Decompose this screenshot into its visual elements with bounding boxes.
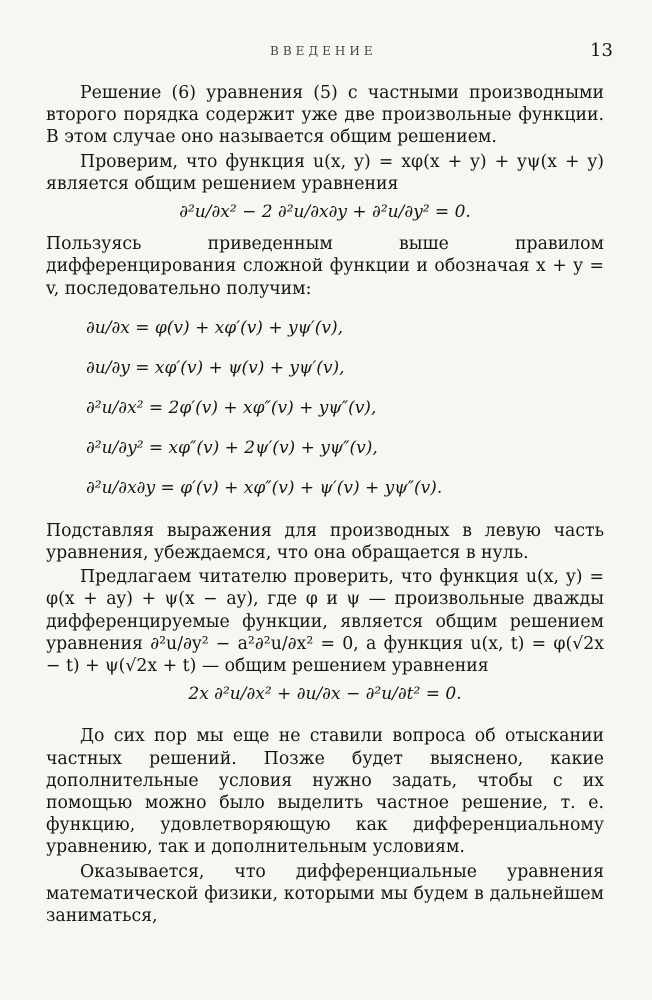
paragraph-differentiation: Пользуясь приведенным выше правилом дифференцирования сложной функции и обозначая x + y = v, последовательно получим: — [46, 234, 604, 299]
derivative-du-dy: ∂u/∂y = xφ′(v) + ψ(v) + yψ′(v), — [86, 357, 345, 378]
body-text — [46, 82, 604, 927]
derivative-du-dx: ∂u/∂x = φ(v) + xφ′(v) + yψ′(v), — [86, 317, 344, 338]
derivative-d2u-dx2: ∂²u/∂x² = 2φ′(v) + xφ″(v) + yψ″(v), — [86, 397, 377, 418]
running-head: ВВЕДЕНИЕ — [270, 44, 377, 58]
paragraph-math-physics: Оказывается, что дифференциальные уравнения математической физики, которыми мы будем в дальнейшем заниматься, — [46, 861, 604, 927]
paragraph-general-solution: Решение (6) уравнения (5) с частными производными второго порядка содержит уже две произвольные функции. В этом случае оно называется общим решением. — [46, 83, 604, 148]
derivative-d2u-dxdy: ∂²u/∂x∂y = φ′(v) + xφ″(v) + ψ′(v) + yψ″(v). — [86, 477, 443, 498]
paragraph-exercise: Предлагаем читателю проверить, что функция u(x, y) = φ(x + ay) + ψ(x − ay), где φ и ψ — произвольные дважды дифференцируемые функции, является общим решением уравнения ∂²u/∂y² − a²∂²u/∂x² = 0, а функция u(x, t) = φ(√2x − t) + ψ(√2x + t) — общим решением уравнения — [46, 567, 604, 677]
spacer — [46, 715, 604, 725]
derivative-d2u-dy2: ∂²u/∂y² = xφ″(v) + 2ψ′(v) + yψ″(v), — [86, 437, 378, 458]
page-number: 13 — [590, 40, 613, 61]
equation-second: 2x ∂²u/∂x² + ∂u/∂x − ∂²u/∂t² = 0. — [188, 684, 462, 705]
page-header — [0, 38, 652, 68]
paragraph-check-function: Проверим, что функция u(x, y) = xφ(x + y) + yψ(x + y) является общим решением уравнения — [46, 151, 604, 194]
derivative-list — [46, 308, 604, 508]
paragraph-substitution: Подставляя выражения для производных в левую часть уравнения, убеждаемся, что она обращается в нуль. — [46, 520, 604, 564]
equation-wave: ∂²u/∂x² − 2 ∂²u/∂x∂y + ∂²u/∂y² = 0. — [179, 202, 471, 223]
paragraph-particular-solutions: До сих пор мы еще не ставили вопроса об отыскании частных решений. Позже будет выяснено, какие дополнительные условия нужно задать, чтобы с их помощью можно было выделить частное решение, т. е. функцию, удовлетворяющую как дифференциальному уравнению, так и дополнительным условиям. — [46, 726, 604, 858]
